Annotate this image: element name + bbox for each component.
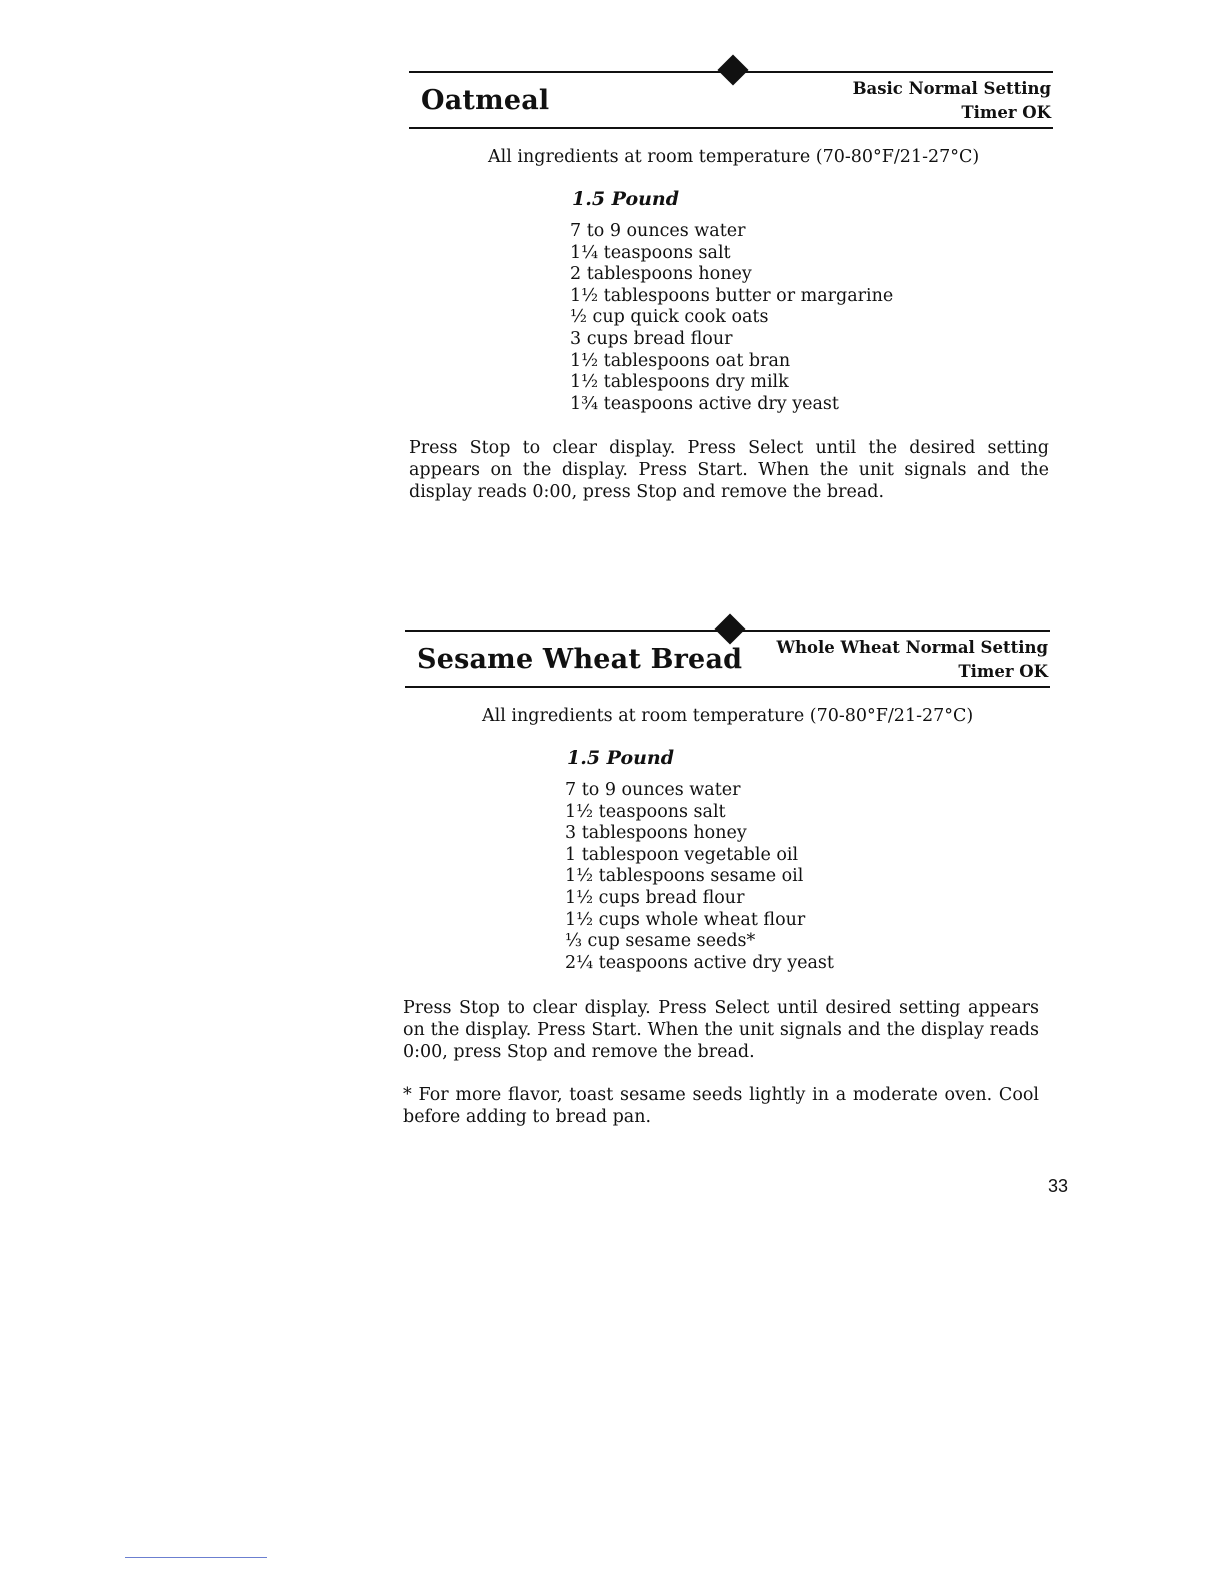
footnote: * For more flavor, toast sesame seeds lightly in a moderate oven. Cool before adding to bread pan. — [403, 1085, 1039, 1127]
setting-name: Basic Normal Setting — [852, 79, 1051, 98]
ingredient-item: ⅓ cup sesame seeds* — [565, 931, 756, 952]
ingredient-item: 7 to 9 ounces water — [565, 780, 741, 800]
instructions-paragraph: Press Stop to clear display. Press Select until the desired setting appears on the display. Press Start. When the unit signals and the display reads 0:00, press Stop and remove the bread. — [409, 438, 1049, 502]
ingredient-item: ½ cup quick cook oats — [570, 307, 769, 328]
instructions-paragraph: Press Stop to clear display. Press Select until desired setting appears on the display. Press Start. When the unit signals and the display reads 0:00, press Stop and remove the bread. — [403, 998, 1039, 1062]
ingredient-item: 1½ cups bread flour — [565, 887, 745, 908]
ingredient-item: 7 to 9 ounces water — [570, 221, 746, 241]
recipe-setting — [776, 636, 1048, 684]
setting-name: Whole Wheat Normal Setting — [776, 638, 1048, 657]
ingredient-item: 3 tablespoons honey — [565, 823, 747, 844]
header-bottom-rule — [405, 686, 1050, 688]
header-bottom-rule — [409, 127, 1053, 129]
ingredient-item: 3 cups bread flour — [570, 328, 733, 349]
temperature-note: All ingredients at room temperature (70-80°F/21-27°C) — [488, 147, 980, 167]
ingredient-item: 1 tablespoon vegetable oil — [565, 844, 799, 865]
timer-status: Timer OK — [958, 662, 1048, 681]
ingredient-item: 1¼ teaspoons salt — [570, 242, 731, 263]
ingredient-item: 1½ cups whole wheat flour — [565, 909, 806, 930]
ingredient-item: 1½ tablespoons oat bran — [570, 350, 791, 371]
recipe-setting — [853, 77, 1051, 125]
loaf-size-label: 1.5 Pound — [572, 188, 680, 210]
ingredient-item: 1¾ teaspoons active dry yeast — [570, 393, 839, 414]
scan-artifact-line — [125, 1557, 267, 1558]
temperature-note: All ingredients at room temperature (70-80°F/21-27°C) — [482, 706, 974, 726]
ingredient-item: 1½ tablespoons butter or margarine — [570, 285, 894, 306]
header-diamond-ornament — [717, 54, 748, 85]
ingredient-list — [570, 221, 893, 415]
loaf-size-label: 1.5 Pound — [567, 747, 675, 769]
recipe-title: Sesame Wheat Bread — [417, 644, 743, 675]
ingredient-item: 1½ tablespoons dry milk — [570, 372, 789, 393]
ingredient-item: 1½ teaspoons salt — [565, 801, 726, 822]
page-number: 33 — [1048, 1176, 1069, 1196]
recipe-title: Oatmeal — [421, 85, 550, 116]
ingredient-item: 2¼ teaspoons active dry yeast — [565, 952, 834, 973]
ingredient-item: 2 tablespoons honey — [570, 264, 752, 285]
header-diamond-ornament — [714, 613, 745, 644]
ingredient-list — [565, 780, 834, 974]
ingredient-item: 1½ tablespoons sesame oil — [565, 866, 804, 887]
timer-status: Timer OK — [961, 103, 1051, 122]
